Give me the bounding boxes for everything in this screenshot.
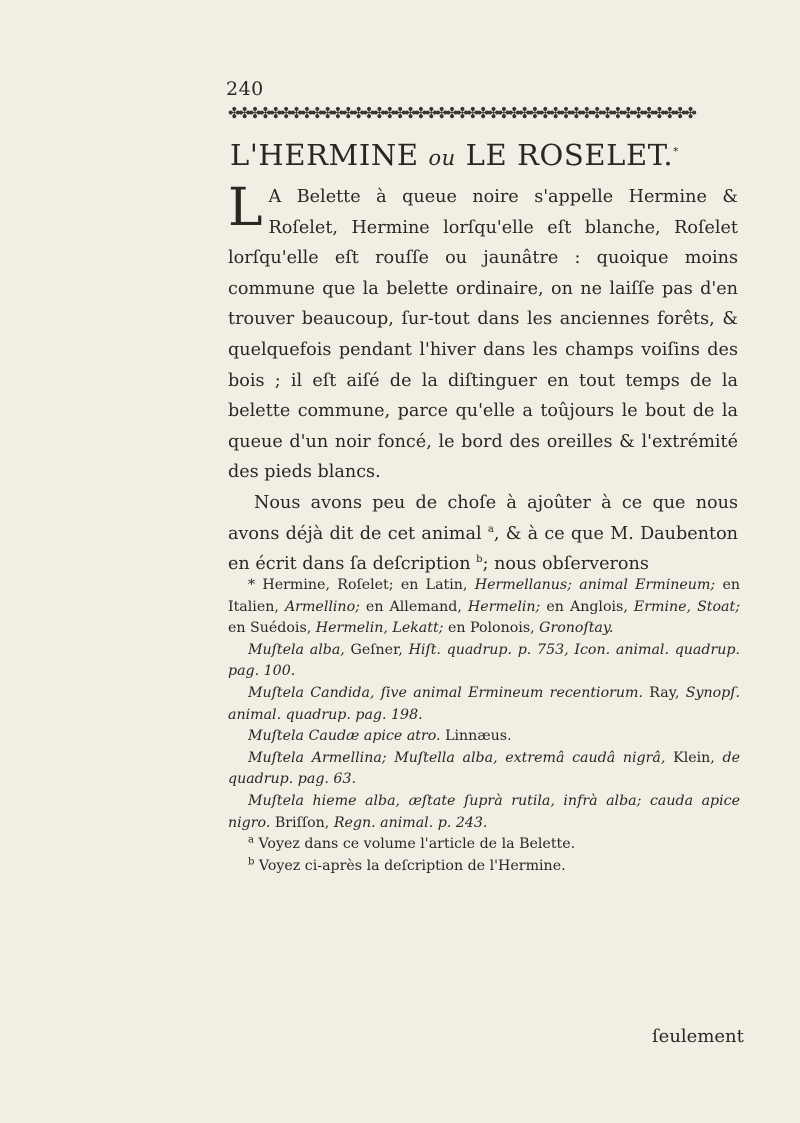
paragraph-1 bbox=[228, 178, 738, 488]
paragraph-1-text: A Belette à queue noire s'appelle Hermine & Roſelet, Hermine lorſqu'elle eſt blanche, Roſelet lorſqu'elle eſt rouſſe ou jaunâtre : quoique moins commune que la belette ordinaire, on ne laiſſe pas d'en trouver beaucoup, ſur-tout dans les anciennes forêts, & quelquefois pendant l'hiver dans les champs voiſins des bois ; il eſt aiſé de la diſtinguer en tout temps de la belette commune, parce qu'elle a toûjours le bout de la queue d'un noir foncé, le bord des oreilles & l'extrémité des pieds blancs. bbox=[228, 187, 738, 483]
catchword: ſeulement bbox=[652, 1026, 744, 1047]
body-text bbox=[228, 178, 738, 580]
drop-cap: L bbox=[228, 178, 263, 238]
page-number: 240 bbox=[226, 78, 264, 100]
footnote-ref-b: b bbox=[476, 554, 483, 566]
footnotes bbox=[228, 575, 740, 877]
footnote-linnaeus: Muſtela Caudæ apice atro. Linnæus. bbox=[248, 728, 512, 745]
title-conjunction: ou bbox=[428, 146, 456, 170]
footnote-ray: Muſtela Candida, ſive animal Ermineum recentiorum. Ray, Synopſ. animal. quadrup. pag. 198. bbox=[228, 684, 740, 723]
footnote-star: * Hermine, Roſelet; en Latin, Hermellanus; animal Ermineum; en Italien, Armellino; en Allemand, Hermelin; en Anglois, Ermine, Stoat; en Suédois, Hermelin, Lekatt; en Polonois, Gronoſtay. bbox=[228, 577, 741, 637]
title-footnote-mark: * bbox=[673, 146, 679, 158]
footnote-a: $^a$ Voyez dans ce volume l'article de la Belette. bbox=[248, 834, 576, 853]
ornament-band: ✤✤✤✤✤✤✤✤✤✤✤✤✤✤✤✤✤✤✤✤✤✤✤✤✤✤✤✤✤✤✤✤✤✤✤✤✤✤✤✤✤✤✤✤✤ bbox=[228, 104, 695, 122]
footnote-gesner: Muſtela alba, Geſner, Hiſt. quadrup. p. 753, Icon. animal. quadrup. pag. 100. bbox=[228, 641, 740, 680]
chapter-title bbox=[230, 138, 790, 172]
footnote-ref-a: a bbox=[487, 523, 494, 535]
paragraph-2: Nous avons peu de choſe à ajoûter à ce que nous avons déjà dit de cet animal $^a$, & à ce que M. Daubenton en écrit dans ſa deſcription $^b$; nous obſerverons bbox=[228, 492, 738, 575]
title-part-2: LE ROSELET. bbox=[455, 138, 674, 172]
footnote-brisson: Muſtela hieme alba, æſtate ſuprà rutila, infrà alba; cauda apice nigro. Briſſon, Regn. animal. p. 243. bbox=[228, 792, 740, 831]
footnote-b: $^b$ Voyez ci-après la deſcription de l'Hermine. bbox=[248, 855, 566, 874]
title-part-1: L'HERMINE bbox=[230, 138, 429, 172]
footnote-klein: Muſtela Armellina; Muſtella alba, extremâ caudâ nigrâ, Klein, de quadrup. pag. 63. bbox=[228, 749, 740, 788]
